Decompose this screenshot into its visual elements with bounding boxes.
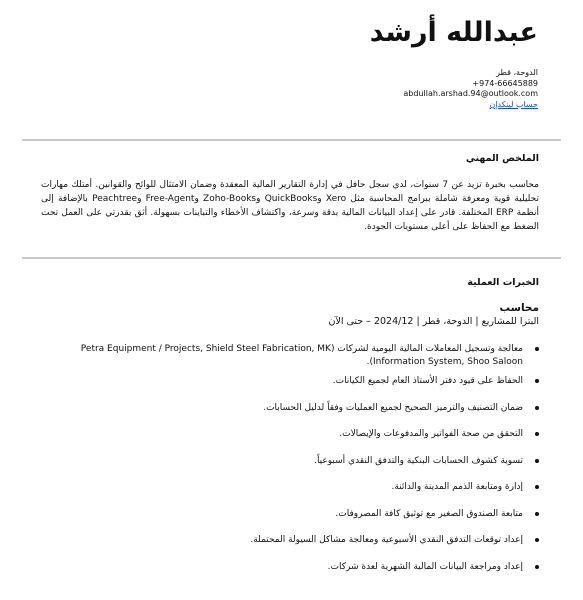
list-item xyxy=(40,375,539,388)
resume-header xyxy=(48,14,538,110)
bullet-text: متابعة الصندوق الصغير مع توثيق كافة المصروفات. xyxy=(335,508,523,519)
bullet-text: إدارة ومتابعة الذمم المدينة والدائنة. xyxy=(391,482,523,492)
candidate-name: عبدالله أرشد xyxy=(369,17,538,48)
bullet-icon xyxy=(535,406,539,410)
job-bullets xyxy=(40,343,539,573)
bullet-icon xyxy=(535,565,539,569)
list-item xyxy=(40,481,539,494)
bullet-icon xyxy=(535,379,539,383)
location-text: الدوحة، قطر xyxy=(496,68,538,77)
bullet-text: الحفاظ على قيود دفتر الأستاذ العام لجميع الكيانات. xyxy=(332,376,523,386)
bullet-icon xyxy=(535,512,539,516)
bullet-icon xyxy=(535,538,539,542)
bullet-icon xyxy=(535,432,539,436)
job-meta: البترا للمشاريع | الدوحة، قطر | 2024/12 – حتى الآن xyxy=(328,316,539,327)
summary-heading: الملخص المهني xyxy=(465,153,539,164)
email-text: abdullah.arshad.94@outlook.com xyxy=(403,89,538,99)
divider xyxy=(22,139,561,141)
bullet-icon xyxy=(535,347,539,351)
bullet-icon xyxy=(535,485,539,489)
phone-text: +974-66645889 xyxy=(472,78,538,88)
list-item xyxy=(40,534,539,547)
list-item xyxy=(40,508,539,521)
bullet-text: ضمان التصنيف والترميز الصحيح لجميع العمليات وفقاً لدليل الحسابات. xyxy=(263,402,523,413)
bullet-text: التحقق من صحة الفواتير والمدفوعات والإيصالات. xyxy=(339,429,523,439)
summary-text: محاسب بخبرة تزيد عن 7 سنوات، لدي سجل حافل في إدارة التقارير المالية المعقدة وضمان الامتثال للوائح والقوانين. أمتلك مهارات تحليلية قوية ومعرفة شاملة ببرامج المحاسبة مثل Xero وQuickBooks وZoho-Books وFree-Agent وPeachtree بالإضافة إلى أنظمة ERP المختلفة. قادر على إعداد البيانات المالية بدقة وسرعة، واكتشاف الأخطاء والتباينات بسهولة. أثق بقدرتي على العمل تحت الضغط مع الحفاظ على أعلى مستويات الجودة. xyxy=(41,180,540,232)
bullet-text: تسوية كشوف الحسابات البنكية والتدفق النقدي أسبوعياً. xyxy=(314,455,523,466)
list-item xyxy=(40,343,539,368)
contact-block xyxy=(48,68,538,110)
bullet-text: إعداد ومراجعة البيانات المالية الشهرية لعدة شركات. xyxy=(327,561,523,572)
list-item xyxy=(40,455,539,468)
job-role: محاسب xyxy=(499,302,539,314)
bullet-text: إعداد توقعات التدفق النقدي الأسبوعية ومعالجة مشاكل السيولة المحتملة. xyxy=(250,535,523,545)
bullet-icon xyxy=(535,459,539,463)
bullet-text: معالجة وتسجيل المعاملات المالية اليومية لشركات (Petra Equipment / Projects, Shield Steel Fabrication, MK Information System, Shoo Saloon). xyxy=(80,344,523,367)
divider xyxy=(22,257,561,259)
linkedin-link[interactable]: حساب لينكدإن xyxy=(489,99,538,109)
list-item xyxy=(40,402,539,415)
list-item xyxy=(40,561,539,574)
experience-heading: الخبرات العملية xyxy=(467,277,539,288)
list-item xyxy=(40,428,539,441)
